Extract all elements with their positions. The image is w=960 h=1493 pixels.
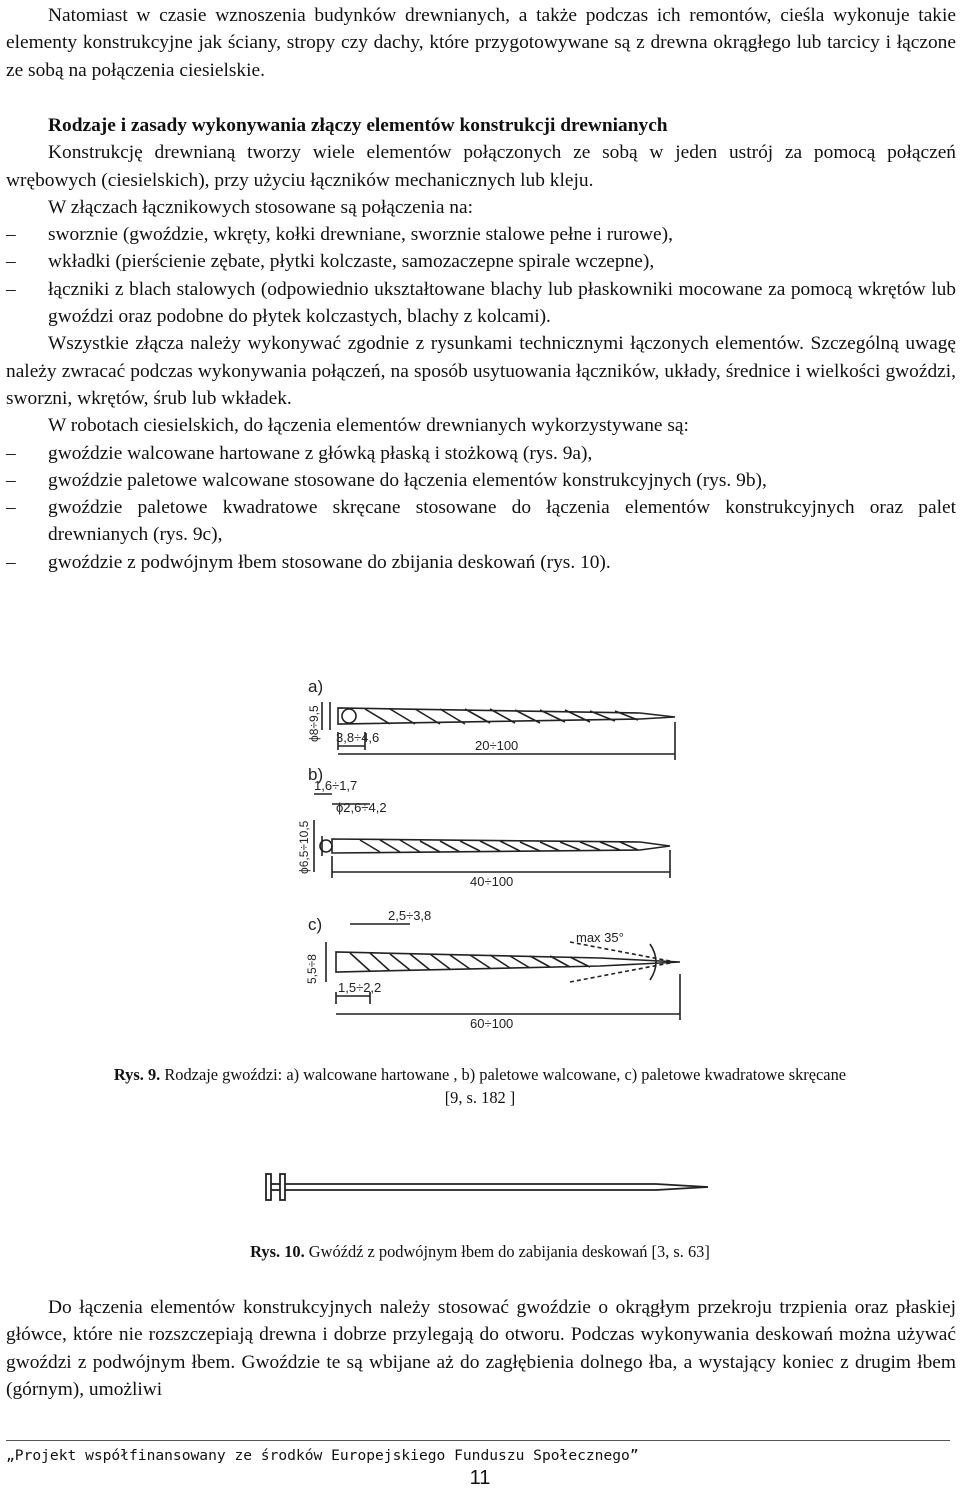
figure-10-caption-text: Gwóźdź z podwójnym łbem do zabijania deskowań [3, s. 63] — [304, 1242, 710, 1261]
figure-9-nail-drawings — [270, 662, 710, 1062]
figure-9-label-a: a) — [308, 677, 324, 696]
list-item: – gwoździe paletowe kwadratowe skręcane stosowane do łączenia elementów konstrukcyjnych oraz palet drewnianych (rys. 9c), — [6, 494, 956, 549]
dimension-a-head: 3,8÷4,6 — [336, 730, 380, 745]
dimension-c-head: 1,5÷2,2 — [338, 980, 382, 995]
dimension-a-length: 20÷100 — [475, 738, 519, 753]
list-item: – wkładki (pierścienie zębate, płytki kolczaste, samozaczepne spirale wczepne), — [6, 248, 956, 275]
figure-10-caption-label: Rys. 10. — [250, 1242, 305, 1261]
figure-9-caption — [0, 1064, 960, 1086]
figure-9-caption-label: Rys. 9. — [113, 1065, 161, 1084]
fastener-types-list — [6, 221, 956, 330]
nail-types-list — [6, 440, 956, 576]
paragraph-connections: Konstrukcję drewnianą tworzy wiele elementów połączonych ze sobą w jeden ustrój za pomocą połączeń wrębowych (ciesielskich), przy użyciu łączników mechanicznych lub kleju. — [6, 142, 956, 191]
paragraph-nail-types-intro: W robotach ciesielskich, do łączenia elementów drewnianych wykorzystywane są: — [48, 415, 689, 437]
footer-divider — [6, 1440, 950, 1441]
dimension-b-diameter: ϕ6,5÷10,5 — [297, 820, 311, 874]
figure-9-label-c: c) — [308, 915, 323, 934]
dimension-c-length: 60÷100 — [470, 1016, 514, 1031]
closing-paragraph: Do łączenia elementów konstrukcyjnych należy stosować gwoździe o okrągłym przekroju trzpienia oraz płaskiej główce, które nie rozszczepiają drewna i dobrze przylegają do otworu. Podczas wykonywania deskowań można używać gwoździ z podwójnym łbem. Gwoździe te są wbijane aż do zagłębienia dolnego łba, a wystający koniec z drugim łbem (górnym), umożliwi — [6, 1297, 956, 1400]
figure-9-caption-reference: [9, s. 182 ] — [444, 1088, 516, 1107]
dimension-b-length: 40÷100 — [470, 874, 514, 889]
dimension-c-top: 2,5÷3,8 — [388, 908, 432, 923]
page-number: 11 — [469, 1467, 491, 1489]
dimension-a-diameter: ϕ8÷9,5 — [307, 705, 321, 742]
figure-9-label-b: b) — [308, 765, 324, 784]
section-body — [6, 112, 956, 576]
footer-project-note: „Projekt współfinansowany ze środków Europejskiego Funduszu Społecznego” — [6, 1447, 639, 1464]
list-item: – gwoździe walcowane hartowane z główką płaską i stożkową (rys. 9a), — [6, 440, 956, 467]
nail-c-drawing — [326, 924, 680, 1020]
dimension-c-angle: max 35° — [576, 930, 624, 945]
list-item: – gwoździe paletowe walcowane stosowane do łączenia elementów konstrukcyjnych (rys. 9b), — [6, 467, 956, 494]
list-item: – gwoździe z podwójnym łbem stosowane do zbijania deskowań (rys. 10). — [6, 549, 956, 576]
intro-paragraph: Natomiast w czasie wznoszenia budynków drewnianych, a także podczas ich remontów, cieśla wykonuje takie elementy konstrukcyjne jak ściany, stropy czy dachy, które przygotowywane są z drewna okrągłego lub tarcicy i łączone ze sobą na połączenia ciesielskie. — [6, 5, 956, 81]
paragraph-fasteners-intro: W złączach łącznikowych stosowane są połączenia na: — [48, 196, 473, 218]
figure-10-caption — [0, 1241, 960, 1263]
dimension-b-top: 1,6÷1,7 — [314, 778, 358, 793]
section-heading: Rodzaje i zasady wykonywania złączy elementów konstrukcji drewnianych — [48, 115, 668, 136]
list-item: – sworznie (gwoździe, wkręty, kołki drewniane, sworznie stalowe pełne i rurowe), — [6, 221, 956, 248]
dimension-c-diameter: 5,5÷8 — [305, 954, 319, 984]
list-item: – łączniki z blach stalowych (odpowiednio ukształtowane blachy lub płaskowniki mocowane za pomocą wkrętów lub gwoździ oraz podobne do płytek kolczastych, blachy z kolcami). — [6, 276, 956, 331]
figure-10-double-head-nail — [256, 1166, 716, 1210]
dimension-b-head: ϕ2,6÷4,2 — [336, 800, 387, 815]
paragraph-joint-rules: Wszystkie złącza należy wykonywać zgodnie z rysunkami technicznymi łączonych elementów. Szczególną uwagę należy zwracać podczas wykonywania połączeń, na sposób usytuowania łączników, układy, średnice i wielkości gwoździ, sworzni, wkrętów, śrub lub wkładek. — [6, 333, 956, 409]
figure-9-caption-text: Rodzaje gwoździ: a) walcowane hartowane , b) paletowe walcowane, c) paletowe kwadratowe skręcane — [160, 1065, 847, 1084]
